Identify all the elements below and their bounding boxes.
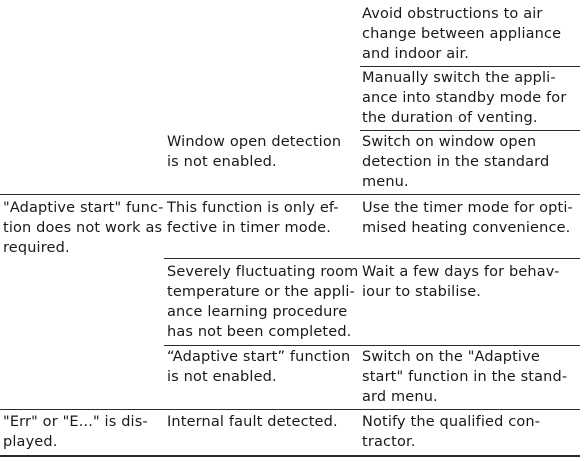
- table-cell-cause: “Adaptive start” function is not enabled.: [167, 349, 351, 385]
- row-divider: [0, 409, 580, 410]
- row-divider: [360, 66, 580, 67]
- table-cell-remedy: Avoid obstructions to air change between appliance and indoor air.: [362, 6, 562, 62]
- table-cell-remedy: Switch on window open detection in the standard menu.: [362, 134, 550, 190]
- table-cell-cause: This function is only ef- fective in timer mode.: [167, 200, 339, 236]
- table-cell-cause: Severely fluctuating room temperature or the appli- ance learning procedure has not been completed.: [167, 264, 359, 340]
- table-cell-remedy: Switch on the "Adaptive start" function in the stand- ard menu.: [362, 349, 568, 405]
- table-cell-problem: "Adaptive start" func- tion does not work as required.: [3, 200, 164, 256]
- table-bottom-border: [0, 455, 580, 457]
- table-cell-cause: Internal fault detected.: [167, 414, 338, 430]
- table-cell-remedy: Manually switch the appli- ance into standby mode for the duration of venting.: [362, 70, 567, 126]
- table-cell-cause: Window open detection is not enabled.: [167, 134, 342, 170]
- row-divider: [164, 258, 580, 259]
- table-cell-remedy: Notify the qualified con- tractor.: [362, 414, 541, 450]
- table-cell-remedy: Wait a few days for behav- iour to stabilise.: [362, 264, 560, 300]
- row-divider: [360, 130, 580, 131]
- table-cell-problem: "Err" or "E..." is dis- played.: [3, 414, 148, 450]
- row-divider: [164, 345, 580, 346]
- table-cell-remedy: Use the timer mode for opti- mised heating convenience.: [362, 200, 573, 236]
- row-divider: [0, 194, 580, 195]
